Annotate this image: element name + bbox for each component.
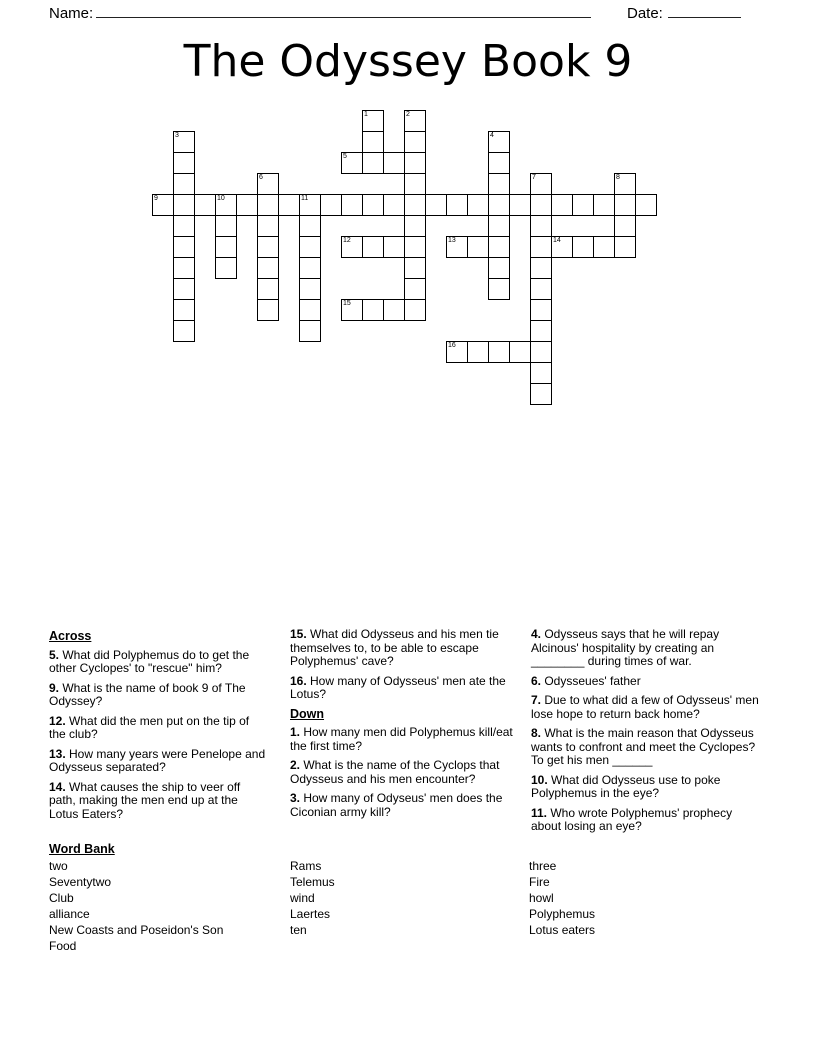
grid-cell-number: 11 bbox=[301, 195, 309, 202]
grid-cell[interactable] bbox=[383, 152, 405, 174]
grid-cell[interactable] bbox=[362, 152, 384, 174]
clue-number: 12. bbox=[49, 713, 70, 728]
grid-cell[interactable] bbox=[593, 194, 615, 216]
grid-cell[interactable] bbox=[152, 194, 174, 216]
clue-number: 3. bbox=[290, 791, 304, 805]
clue: 9. What is the name of book 9 of The Odyssey? bbox=[49, 680, 246, 708]
grid-cell[interactable] bbox=[593, 236, 615, 258]
grid-cell[interactable] bbox=[488, 341, 510, 363]
grid-cell[interactable] bbox=[257, 215, 279, 237]
grid-cell[interactable] bbox=[173, 320, 195, 342]
clue: 1. How many men did Polyphemus kill/eat the first time? bbox=[290, 725, 513, 753]
grid-cell-number: 16 bbox=[448, 342, 456, 349]
grid-cell[interactable] bbox=[383, 236, 405, 258]
clue: 3. How many of Odyseus' men does the Ciconian army kill? bbox=[290, 791, 503, 819]
grid-cell[interactable] bbox=[404, 173, 426, 195]
grid-cell-number: 4 bbox=[490, 132, 494, 139]
grid-cell[interactable] bbox=[215, 257, 237, 279]
grid-cell[interactable] bbox=[551, 236, 573, 258]
grid-cell-number: 10 bbox=[217, 195, 225, 202]
grid-cell-number: 15 bbox=[343, 300, 351, 307]
grid-cell[interactable] bbox=[257, 278, 279, 300]
word-bank-column bbox=[49, 858, 284, 954]
clue-number: 15. bbox=[290, 627, 311, 641]
word-bank-word: Fire bbox=[529, 875, 550, 889]
clue-number: 9. bbox=[49, 680, 63, 695]
grid-cell-number: 5 bbox=[343, 153, 347, 160]
grid-cell[interactable] bbox=[530, 320, 552, 342]
grid-cell[interactable] bbox=[404, 110, 426, 132]
clue-list-heading: Down bbox=[290, 706, 325, 721]
word-bank-column bbox=[529, 858, 749, 938]
grid-cell[interactable] bbox=[488, 278, 510, 300]
grid-cell[interactable] bbox=[173, 152, 195, 174]
grid-cell[interactable] bbox=[341, 152, 363, 174]
grid-cell[interactable] bbox=[257, 194, 279, 216]
grid-cell[interactable] bbox=[215, 236, 237, 258]
clue-number: 1. bbox=[290, 725, 304, 739]
clue: 2. What is the name of the Cyclops that Odysseus and his men encounter? bbox=[290, 758, 500, 786]
grid-cell[interactable] bbox=[173, 278, 195, 300]
grid-cell[interactable] bbox=[572, 194, 594, 216]
word-bank-word: howl bbox=[529, 891, 554, 905]
grid-cell[interactable] bbox=[614, 236, 636, 258]
page-title: The Odyssey Book 9 bbox=[183, 36, 633, 87]
grid-cell[interactable] bbox=[383, 194, 405, 216]
grid-cell[interactable] bbox=[341, 299, 363, 321]
clue-number: 11. bbox=[531, 805, 551, 820]
grid-cell[interactable] bbox=[341, 236, 363, 258]
grid-cell-number: 1 bbox=[364, 111, 368, 118]
grid-cell[interactable] bbox=[551, 194, 573, 216]
clue-column bbox=[49, 628, 269, 827]
grid-cell[interactable] bbox=[614, 215, 636, 237]
grid-cell-number: 13 bbox=[448, 237, 456, 244]
clue: 15. What did Odysseus and his men tie themselves to, to be able to escape Polyphemus' cave? bbox=[290, 627, 499, 668]
date-label: Date: bbox=[627, 5, 663, 22]
word-bank-word: Seventytwo bbox=[49, 875, 112, 889]
word-bank-word: two bbox=[49, 859, 68, 873]
word-bank-word: Lotus eaters bbox=[529, 923, 596, 937]
clue: 10. What did Odysseus use to poke Polyphemus in the eye? bbox=[531, 772, 721, 800]
grid-cell-number: 7 bbox=[532, 174, 536, 181]
word-bank-word: Club bbox=[49, 891, 74, 905]
clue: 11. Who wrote Polyphemus' prophecy about losing an eye? bbox=[531, 805, 733, 833]
grid-cell[interactable] bbox=[614, 194, 636, 216]
grid-cell[interactable] bbox=[572, 236, 594, 258]
grid-cell-number: 8 bbox=[616, 174, 620, 181]
grid-cell[interactable] bbox=[362, 110, 384, 132]
grid-cell[interactable] bbox=[404, 194, 426, 216]
clue: 5. What did Polyphemus do to get the other Cyclopes' to "rescue" him? bbox=[49, 647, 250, 675]
word-bank-column bbox=[290, 858, 510, 938]
grid-cell[interactable] bbox=[215, 194, 237, 216]
grid-cell[interactable] bbox=[299, 278, 321, 300]
date-blank-line[interactable] bbox=[668, 3, 741, 18]
clue: 16. How many of Odysseus' men ate the Lotus? bbox=[290, 673, 506, 701]
clue-number: 7. bbox=[531, 693, 545, 707]
grid-cell[interactable] bbox=[173, 299, 195, 321]
word-bank-word: Food bbox=[49, 939, 77, 953]
clue-number: 13. bbox=[49, 746, 70, 761]
grid-cell-number: 9 bbox=[154, 195, 158, 202]
grid-cell[interactable] bbox=[173, 131, 195, 153]
grid-cell[interactable] bbox=[215, 215, 237, 237]
grid-cell[interactable] bbox=[383, 299, 405, 321]
grid-cell[interactable] bbox=[530, 215, 552, 237]
clue: 7. Due to what did a few of Odysseus' men lose hope to return back home? bbox=[531, 693, 759, 721]
clue-column bbox=[290, 628, 523, 825]
grid-cell[interactable] bbox=[509, 341, 531, 363]
grid-cell[interactable] bbox=[404, 257, 426, 279]
word-bank-word: New Coasts and Poseidon's Son bbox=[49, 923, 224, 937]
grid-cell[interactable] bbox=[278, 194, 300, 216]
grid-cell[interactable] bbox=[257, 299, 279, 321]
grid-cell[interactable] bbox=[530, 278, 552, 300]
grid-cell[interactable] bbox=[404, 278, 426, 300]
grid-cell[interactable] bbox=[509, 194, 531, 216]
clue-number: 6. bbox=[531, 673, 545, 688]
grid-cell[interactable] bbox=[173, 257, 195, 279]
grid-cell[interactable] bbox=[299, 320, 321, 342]
grid-cell[interactable] bbox=[341, 194, 363, 216]
grid-cell[interactable] bbox=[530, 362, 552, 384]
grid-cell[interactable] bbox=[530, 383, 552, 405]
grid-cell[interactable] bbox=[404, 131, 426, 153]
clue-number: 8. bbox=[531, 726, 545, 740]
word-bank-word: alliance bbox=[49, 907, 90, 921]
clue: 14. What causes the ship to veer off path, making the men end up at the Lotus Eaters? bbox=[49, 779, 241, 821]
grid-cell[interactable] bbox=[257, 257, 279, 279]
grid-cell[interactable] bbox=[173, 194, 195, 216]
grid-cell[interactable] bbox=[404, 215, 426, 237]
grid-cell[interactable] bbox=[530, 194, 552, 216]
grid-cell[interactable] bbox=[299, 215, 321, 237]
grid-cell[interactable] bbox=[425, 194, 447, 216]
grid-cell[interactable] bbox=[362, 299, 384, 321]
grid-cell[interactable] bbox=[488, 257, 510, 279]
grid-cell[interactable] bbox=[488, 152, 510, 174]
word-bank-word: Telemus bbox=[290, 875, 335, 889]
word-bank-word: three bbox=[529, 859, 557, 873]
grid-cell-number: 14 bbox=[553, 237, 561, 244]
grid-cell[interactable] bbox=[257, 236, 279, 258]
grid-cell[interactable] bbox=[467, 341, 489, 363]
word-bank-word: Laertes bbox=[290, 907, 331, 921]
grid-cell[interactable] bbox=[530, 257, 552, 279]
grid-cell[interactable] bbox=[404, 299, 426, 321]
name-blank-line[interactable] bbox=[96, 3, 591, 18]
grid-cell[interactable] bbox=[236, 194, 258, 216]
grid-cell[interactable] bbox=[299, 236, 321, 258]
grid-cell[interactable] bbox=[530, 236, 552, 258]
grid-cell[interactable] bbox=[530, 173, 552, 195]
grid-cell[interactable] bbox=[446, 236, 468, 258]
grid-cell[interactable] bbox=[362, 236, 384, 258]
word-bank-word: ten bbox=[290, 923, 307, 937]
clue-number: 10. bbox=[531, 772, 552, 787]
grid-cell-number: 2 bbox=[406, 111, 410, 118]
word-bank-word: Rams bbox=[290, 859, 322, 873]
clue: 6. Odysseues' father bbox=[531, 673, 641, 688]
grid-cell[interactable] bbox=[173, 215, 195, 237]
word-bank-word: wind bbox=[290, 891, 315, 905]
grid-cell[interactable] bbox=[404, 152, 426, 174]
clue-number: 2. bbox=[290, 758, 304, 772]
word-bank-word: Polyphemus bbox=[529, 907, 596, 921]
grid-cell[interactable] bbox=[299, 194, 321, 216]
clue: 12. What did the men put on the tip of the club? bbox=[49, 713, 250, 741]
grid-cell[interactable] bbox=[530, 341, 552, 363]
grid-cell[interactable] bbox=[194, 194, 216, 216]
grid-cell[interactable] bbox=[488, 236, 510, 258]
clue-list-heading: Across bbox=[49, 629, 92, 643]
clue-number: 14. bbox=[49, 779, 70, 794]
grid-cell[interactable] bbox=[614, 173, 636, 195]
grid-cell[interactable] bbox=[362, 194, 384, 216]
grid-cell[interactable] bbox=[467, 194, 489, 216]
grid-cell-number: 3 bbox=[175, 132, 179, 139]
grid-cell[interactable] bbox=[488, 173, 510, 195]
name-label: Name: bbox=[49, 5, 94, 22]
grid-cell[interactable] bbox=[488, 131, 510, 153]
clue-number: 4. bbox=[531, 627, 545, 641]
clue-column bbox=[531, 628, 764, 840]
clue: 13. How many years were Penelope and Odysseus separated? bbox=[49, 746, 266, 774]
grid-cell[interactable] bbox=[488, 215, 510, 237]
grid-cell[interactable] bbox=[362, 131, 384, 153]
grid-cell-number: 6 bbox=[259, 174, 263, 181]
clue: 8. What is the main reason that Odysseus wants to confront and meet the Cyclopes? To get his men ______ bbox=[531, 726, 756, 767]
grid-cell[interactable] bbox=[467, 236, 489, 258]
grid-cell[interactable] bbox=[320, 194, 342, 216]
grid-cell[interactable] bbox=[404, 236, 426, 258]
clue-number: 5. bbox=[49, 647, 63, 662]
grid-cell[interactable] bbox=[299, 299, 321, 321]
word-bank-heading: Word Bank bbox=[49, 842, 115, 856]
grid-cell[interactable] bbox=[446, 194, 468, 216]
grid-cell[interactable] bbox=[173, 236, 195, 258]
grid-cell[interactable] bbox=[299, 257, 321, 279]
grid-cell-number: 12 bbox=[343, 237, 351, 244]
grid-cell[interactable] bbox=[446, 341, 468, 363]
grid-cell[interactable] bbox=[257, 173, 279, 195]
grid-cell[interactable] bbox=[488, 194, 510, 216]
grid-cell[interactable] bbox=[530, 299, 552, 321]
clue: 4. Odysseus says that he will repay Alcinous' hospitality by creating an ________ during times of war. bbox=[531, 627, 720, 668]
grid-cell[interactable] bbox=[173, 173, 195, 195]
clue-number: 16. bbox=[290, 673, 311, 688]
grid-cell[interactable] bbox=[635, 194, 657, 216]
